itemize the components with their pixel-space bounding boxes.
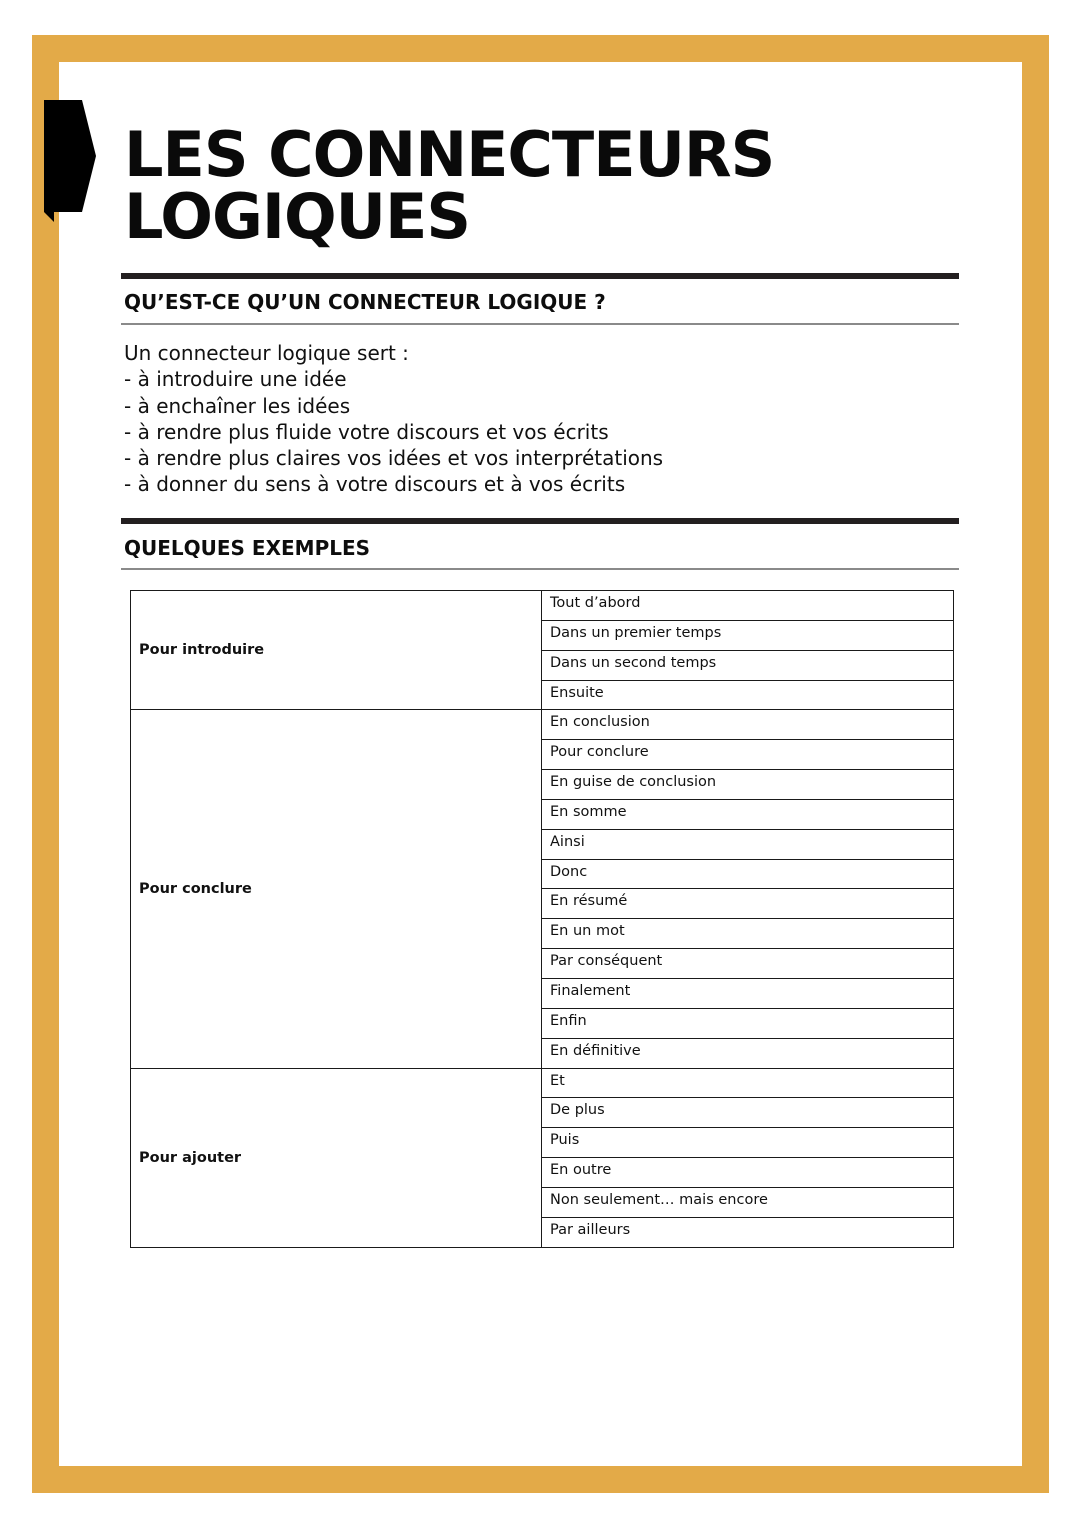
connector-cell: Ensuite: [542, 680, 954, 710]
intro-line: - à rendre plus fluide votre discours et vos écrits: [124, 419, 609, 444]
connector-cell: En un mot: [542, 919, 954, 949]
section1-heading: QU’EST-CE QU’UN CONNECTEUR LOGIQUE ?: [124, 290, 606, 314]
connector-cell: Donc: [542, 859, 954, 889]
category-cell: Pour introduire: [131, 591, 542, 710]
connector-cell: De plus: [542, 1098, 954, 1128]
connector-cell: En résumé: [542, 889, 954, 919]
table-row: [131, 1068, 954, 1098]
connector-cell: En outre: [542, 1158, 954, 1188]
connector-cell: En définitive: [542, 1038, 954, 1068]
connector-cell: Enfin: [542, 1008, 954, 1038]
connector-cell: Par conséquent: [542, 949, 954, 979]
category-cell: Pour ajouter: [131, 1068, 542, 1247]
intro-line: - à donner du sens à votre discours et à vos écrits: [124, 472, 626, 497]
connector-cell: Par ailleurs: [542, 1217, 954, 1247]
intro-line: Un connecteur logique sert :: [124, 341, 409, 365]
section2-bottom-rule: [121, 568, 959, 570]
section2-heading: QUELQUES EXEMPLES: [124, 536, 371, 560]
connector-cell: Tout d’abord: [542, 591, 954, 621]
connector-cell: Non seulement… mais encore: [542, 1187, 954, 1217]
connector-cell: Pour conclure: [542, 740, 954, 770]
connector-cell: Ainsi: [542, 829, 954, 859]
connector-cell: Finalement: [542, 978, 954, 1008]
intro-line: - à introduire une idée: [124, 367, 347, 392]
section1-top-rule: [121, 273, 959, 279]
table-row: [131, 710, 954, 740]
page-title: [124, 118, 775, 253]
category-cell: Pour conclure: [131, 710, 542, 1068]
connector-cell: En guise de conclusion: [542, 770, 954, 800]
connector-cell: Dans un premier temps: [542, 620, 954, 650]
connector-cell: En somme: [542, 799, 954, 829]
connector-cell: Puis: [542, 1128, 954, 1158]
connector-cell: Dans un second temps: [542, 650, 954, 680]
title-line-1: LES CONNECTEURS: [124, 118, 775, 191]
intro-line: - à enchaîner les idées: [124, 393, 351, 418]
connector-cell: En conclusion: [542, 710, 954, 740]
connector-cell: Et: [542, 1068, 954, 1098]
section-marker-icon: [44, 100, 96, 222]
intro-line: - à rendre plus claires vos idées et vos interprétations: [124, 446, 664, 471]
title-line-2: LOGIQUES: [124, 180, 471, 253]
section2-top-rule: [121, 518, 959, 524]
intro-text: [124, 340, 663, 498]
table-row: [131, 591, 954, 621]
connectors-table: [130, 590, 954, 1248]
connectors-table-body: [131, 591, 954, 1248]
section1-bottom-rule: [121, 323, 959, 325]
